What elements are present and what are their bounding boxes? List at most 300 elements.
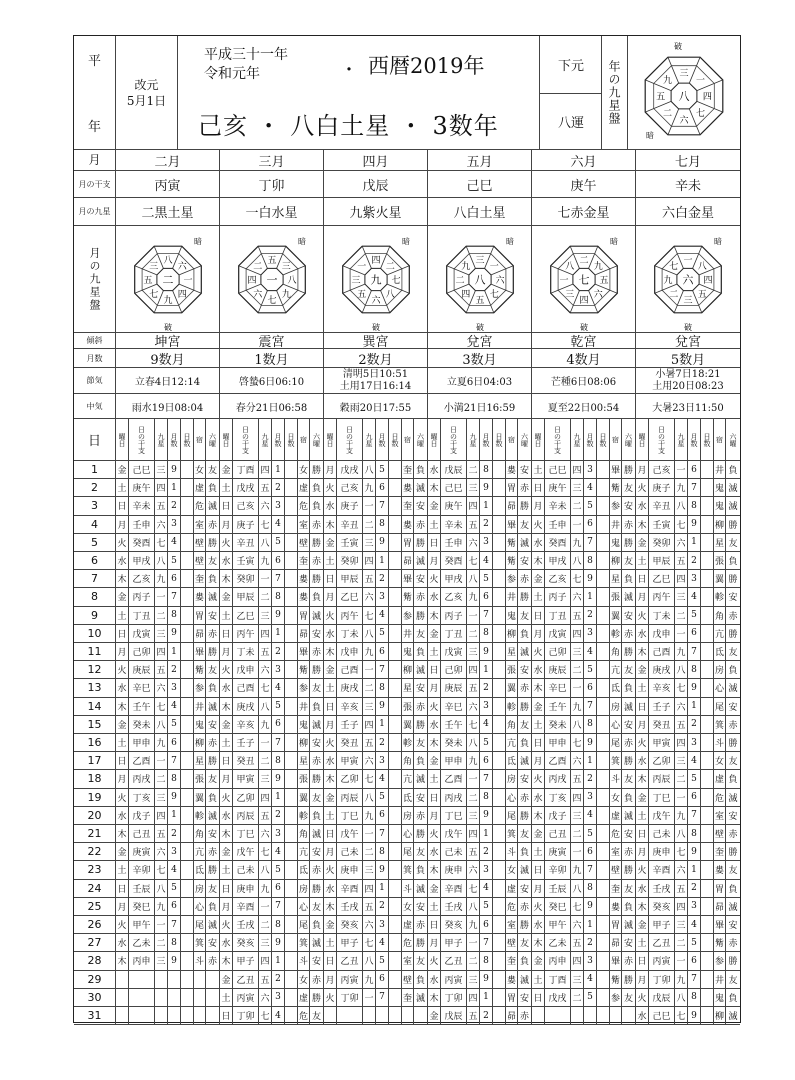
day-cell: 負	[414, 971, 428, 989]
day-cell: 己巳	[649, 1007, 675, 1025]
day-cell	[389, 880, 402, 898]
day-cell: 負	[206, 570, 220, 588]
day-cell: 庚午	[129, 479, 155, 497]
day-cell: 安	[622, 934, 636, 952]
day-cell: 6	[168, 570, 181, 588]
day-cell	[181, 461, 194, 479]
day-cell: 婁	[506, 971, 518, 989]
day-cell: 虚	[194, 479, 206, 497]
day-cell: 勝	[622, 643, 636, 661]
month-board-2	[220, 226, 324, 333]
day-cell: 張	[506, 661, 518, 679]
day-cell: 友	[726, 643, 740, 661]
board-cell-number: 三	[683, 295, 693, 306]
row-label-kanshi: 月の干支	[74, 171, 116, 198]
day-cell: 木	[428, 734, 441, 752]
day-cell	[194, 971, 206, 989]
day-cell: 五	[363, 570, 376, 588]
day-cell: 女	[298, 461, 310, 479]
day-cell: 虚	[402, 916, 414, 934]
year-board-cell	[628, 36, 740, 150]
day-cell: 壁	[714, 825, 726, 843]
day-cell: 二	[571, 825, 584, 843]
day-cell: 觜	[194, 661, 206, 679]
day-cell: 8	[480, 461, 493, 479]
day-cell: 土	[116, 607, 129, 625]
day-cell: 月	[636, 461, 649, 479]
day-subheader: 宿	[402, 419, 414, 461]
western-year: 西暦2019年	[368, 54, 485, 78]
day-cell: 4	[272, 843, 285, 861]
day-cell: 八	[363, 625, 376, 643]
month-number-5	[532, 349, 636, 368]
day-cell: 庚子	[649, 479, 675, 497]
day-cell: 滅	[622, 698, 636, 716]
day-cell: 9	[376, 698, 389, 716]
board-center-number: 七	[578, 273, 590, 286]
day-cell: 日	[532, 479, 545, 497]
day-cell: 7	[584, 698, 597, 716]
day-cell: 危	[402, 934, 414, 952]
day-cell: 張	[402, 698, 414, 716]
day-cell: 火	[324, 479, 337, 497]
day-cell: 9	[584, 734, 597, 752]
day-cell: 赤	[518, 1007, 532, 1025]
day-cell: 甲午	[545, 916, 571, 934]
month-chuki-text: 春分21日06:58	[235, 402, 308, 414]
day-cell: 木	[116, 825, 129, 843]
month-nine-star-board	[324, 226, 427, 333]
era-label-bottom: 年	[87, 120, 101, 135]
day-cell: 金	[324, 534, 337, 552]
day-cell: 6	[480, 752, 493, 770]
day-cell	[181, 734, 194, 752]
day-cell: 甲子	[441, 934, 467, 952]
day-cell: 6	[168, 898, 181, 916]
day-cell	[181, 770, 194, 788]
day-cell: 9	[688, 679, 701, 697]
day-cell	[493, 552, 506, 570]
day-cell: 火	[324, 861, 337, 879]
day-cell: 五	[467, 516, 480, 534]
month-chuki-text: 雨水19日08:04	[131, 402, 204, 414]
day-cell: 勝	[310, 661, 324, 679]
day-cell: 9	[272, 934, 285, 952]
day-cell	[389, 534, 402, 552]
day-cell: 6	[688, 952, 701, 970]
board-cell-number: 三	[149, 261, 159, 272]
day-cell: 八	[259, 534, 272, 552]
day-cell: 勝	[414, 716, 428, 734]
day-cell: 4	[168, 861, 181, 879]
day-cell: 勝	[726, 570, 740, 588]
day-cell: 尾	[298, 916, 310, 934]
month-month-text: 三月	[258, 154, 285, 170]
day-cell: 安	[206, 716, 220, 734]
month-setsu-text: 立春4日12:14	[134, 377, 201, 388]
day-cell: 二	[675, 770, 688, 788]
day-cell: 四	[259, 952, 272, 970]
day-cell: 2	[584, 934, 597, 952]
day-cell	[597, 898, 610, 916]
day-cell: 水	[636, 1007, 649, 1025]
day-cell: 辛酉	[233, 898, 259, 916]
day-cell	[597, 679, 610, 697]
day-cell: 丁丑	[441, 625, 467, 643]
day-number: 31	[74, 1007, 116, 1025]
day-cell: 負	[726, 661, 740, 679]
day-cell: 六	[675, 698, 688, 716]
day-cell: 五	[363, 898, 376, 916]
day-cell: 木	[428, 989, 441, 1007]
day-cell	[701, 898, 714, 916]
title-dot: ・	[340, 60, 358, 81]
day-cell: 三	[363, 698, 376, 716]
day-cell: 水	[324, 625, 337, 643]
day-cell: 6	[168, 734, 181, 752]
month-month-2	[220, 150, 324, 171]
day-cell: 勝	[310, 534, 324, 552]
day-cell: 赤	[518, 479, 532, 497]
day-cell: 斗	[610, 770, 622, 788]
day-cell: 日	[428, 916, 441, 934]
day-cell: 友	[310, 898, 324, 916]
day-cell	[389, 898, 402, 916]
day-subheader: 六曜	[206, 419, 220, 461]
day-cell	[285, 734, 298, 752]
day-cell	[701, 916, 714, 934]
day-cell	[285, 625, 298, 643]
day-cell: 金	[220, 843, 233, 861]
day-cell: 丁丑	[129, 607, 155, 625]
day-cell: 室	[298, 516, 310, 534]
day-cell: 壬戌	[337, 898, 363, 916]
day-cell: 己未	[337, 843, 363, 861]
day-cell: 三	[155, 461, 168, 479]
day-cell: 金	[324, 789, 337, 807]
day-cell: 室	[714, 807, 726, 825]
board-mark: 暗	[298, 236, 306, 246]
day-cell: 安	[518, 461, 532, 479]
day-cell: 觜	[298, 661, 310, 679]
day-cell: 癸酉	[441, 552, 467, 570]
day-cell: 友	[726, 861, 740, 879]
day-cell: 丙午	[233, 625, 259, 643]
month-setsu-text: 小暑7日18:21	[655, 368, 721, 380]
day-cell: 3	[584, 789, 597, 807]
day-cell: 戊子	[545, 807, 571, 825]
day-cell	[363, 1007, 376, 1025]
board-center-number: 六	[682, 273, 694, 286]
day-cell: 5	[688, 934, 701, 952]
day-subheader: 日数	[285, 419, 298, 461]
day-cell: 四	[155, 479, 168, 497]
day-cell	[285, 989, 298, 1007]
day-cell	[181, 1007, 194, 1025]
day-cell: 木	[220, 698, 233, 716]
day-cell: 1	[376, 880, 389, 898]
month-incline-2	[220, 333, 324, 349]
day-cell: 友	[518, 516, 532, 534]
day-cell: 昴	[506, 1007, 518, 1025]
day-cell: 昴	[714, 898, 726, 916]
month-doyo-text: 土用17日16:14	[339, 380, 412, 392]
day-cell	[285, 661, 298, 679]
day-cell: 友	[310, 789, 324, 807]
day-cell: 壬戌	[441, 898, 467, 916]
day-cell	[597, 588, 610, 606]
day-cell: 月	[532, 752, 545, 770]
day-cell: 9	[168, 789, 181, 807]
day-cell: 己卯	[441, 661, 467, 679]
month-setsu-text: 芒種6日08:06	[550, 377, 617, 388]
day-cell	[285, 825, 298, 843]
day-cell: 壁	[194, 534, 206, 552]
day-cell: 氐	[610, 679, 622, 697]
day-cell	[493, 861, 506, 879]
day-cell	[181, 588, 194, 606]
day-cell: 3	[688, 570, 701, 588]
day-cell	[597, 461, 610, 479]
day-cell: 九	[259, 716, 272, 734]
day-cell: 滅	[414, 661, 428, 679]
day-cell: 4	[688, 588, 701, 606]
day-cell	[285, 679, 298, 697]
day-subheader: 月数	[584, 419, 597, 461]
day-cell: 月	[428, 934, 441, 952]
day-cell: 火	[116, 916, 129, 934]
month-kanshi-text: 丁卯	[258, 178, 285, 194]
day-cell: 土	[636, 679, 649, 697]
board-cell-number: 二	[669, 289, 679, 300]
day-subheader: 九星	[675, 419, 688, 461]
day-cell: 二	[571, 661, 584, 679]
day-cell: 辛丑	[337, 516, 363, 534]
day-cell: 安	[206, 825, 220, 843]
day-cell: 六	[675, 861, 688, 879]
day-cell	[181, 789, 194, 807]
board-cell-number: 九	[663, 275, 673, 286]
day-cell: 庚辰	[129, 661, 155, 679]
day-cell: 軫	[298, 807, 310, 825]
day-cell	[493, 734, 506, 752]
day-cell: 火	[116, 534, 129, 552]
day-cell: 星	[610, 570, 622, 588]
day-cell: 水	[532, 661, 545, 679]
day-cell	[597, 843, 610, 861]
day-cell	[545, 1007, 571, 1025]
day-cell: 友	[622, 552, 636, 570]
day-cell: 畢	[506, 516, 518, 534]
day-cell: 四	[467, 825, 480, 843]
day-cell: 5	[272, 698, 285, 716]
day-cell: 2	[376, 570, 389, 588]
day-cell: 胃	[506, 479, 518, 497]
day-subheader: 月数	[272, 419, 285, 461]
day-subheader: 月数	[168, 419, 181, 461]
day-cell: 金	[532, 952, 545, 970]
day-cell: 婁	[714, 861, 726, 879]
day-number: 21	[74, 825, 116, 843]
day-cell: 二	[467, 789, 480, 807]
day-cell: 友	[622, 479, 636, 497]
board-center-number: 八	[474, 273, 486, 286]
day-cell: 負	[518, 625, 532, 643]
month-star-text: 一白水星	[245, 206, 298, 221]
day-cell: 一	[675, 952, 688, 970]
day-cell: 亢	[714, 625, 726, 643]
day-cell: 火	[532, 898, 545, 916]
day-number: 17	[74, 752, 116, 770]
day-cell: 水	[220, 552, 233, 570]
day-cell: 負	[206, 789, 220, 807]
day-cell: 9	[688, 843, 701, 861]
month-month-text: 二月	[154, 154, 181, 170]
day-cell	[285, 588, 298, 606]
board-cell-number: 一	[489, 261, 499, 272]
day-cell: 乙酉	[441, 770, 467, 788]
day-cell: 癸丑	[233, 752, 259, 770]
day-cell: 觜	[402, 588, 414, 606]
day-cell	[389, 698, 402, 716]
board-center-number: 二	[162, 273, 174, 286]
day-cell: 安	[414, 898, 428, 916]
day-cell	[493, 916, 506, 934]
day-cell: 金	[532, 825, 545, 843]
day-cell: 昴	[298, 625, 310, 643]
day-cell: 四	[467, 661, 480, 679]
day-cell: 負	[206, 898, 220, 916]
board-cell-number: 五	[656, 92, 666, 103]
day-cell: 丙寅	[337, 971, 363, 989]
day-cell: 心	[402, 825, 414, 843]
day-cell: 九	[467, 588, 480, 606]
day-cell: 丁卯	[337, 989, 363, 1007]
day-cell: 胃	[610, 916, 622, 934]
day-cell: 7	[376, 661, 389, 679]
day-cell: 六	[259, 825, 272, 843]
day-cell: 九	[467, 916, 480, 934]
day-cell: 安	[310, 734, 324, 752]
day-cell: 6	[584, 516, 597, 534]
day-cell: 危	[298, 1007, 310, 1025]
day-cell: 一	[571, 843, 584, 861]
day-cell: 5	[480, 570, 493, 588]
month-month-4	[428, 150, 532, 171]
day-cell	[493, 661, 506, 679]
day-cell: 鬼	[194, 716, 206, 734]
day-cell: 庚戌	[649, 661, 675, 679]
day-number: 11	[74, 643, 116, 661]
day-cell: 6	[272, 880, 285, 898]
day-cell: 1	[584, 588, 597, 606]
day-cell: 安	[518, 880, 532, 898]
day-cell: 8	[272, 588, 285, 606]
day-cell: 火	[428, 825, 441, 843]
day-cell: 土	[220, 607, 233, 625]
month-star-2	[220, 198, 324, 226]
day-cell: 辛卯	[545, 861, 571, 879]
day-cell: 滅	[726, 497, 740, 515]
row-label-incline: 傾斜	[74, 333, 116, 349]
day-cell: 乙亥	[129, 570, 155, 588]
day-cell: 安	[726, 588, 740, 606]
day-cell: 負	[414, 861, 428, 879]
day-cell: 奎	[714, 843, 726, 861]
day-cell: 火	[220, 916, 233, 934]
board-cell-number: 五	[475, 295, 485, 306]
board-cell-number: 四	[371, 255, 381, 266]
month-nine-star-board	[532, 226, 635, 333]
day-cell: 丁未	[233, 643, 259, 661]
day-subheader: 宿	[298, 419, 310, 461]
day-cell: 八	[675, 497, 688, 515]
day-cell: 滅	[518, 643, 532, 661]
day-cell: 8	[376, 516, 389, 534]
day-cell: 水	[116, 934, 129, 952]
day-cell: 壬子	[233, 734, 259, 752]
day-cell: 丁卯	[649, 971, 675, 989]
day-cell: 張	[298, 770, 310, 788]
day-subheader: 日の干支	[233, 419, 259, 461]
day-cell: 五	[571, 934, 584, 952]
day-cell: 五	[155, 497, 168, 515]
month-setsu-text: 立夏6日04:03	[446, 377, 513, 388]
board-cell-number: 五	[267, 255, 277, 266]
day-cell: 1	[688, 698, 701, 716]
day-cell: 四	[675, 734, 688, 752]
day-cell: 負	[310, 807, 324, 825]
day-cell: 八	[363, 789, 376, 807]
board-cell-number: 七	[391, 275, 401, 286]
day-cell: 3	[168, 679, 181, 697]
day-cell: 勝	[622, 534, 636, 552]
day-cell: 火	[532, 516, 545, 534]
day-cell	[285, 1007, 298, 1025]
day-cell	[389, 752, 402, 770]
day-cell: 参	[402, 607, 414, 625]
day-cell: 丁卯	[233, 1007, 259, 1025]
day-cell	[493, 971, 506, 989]
board-cell-number: 六	[495, 275, 505, 286]
month-number-4	[428, 349, 532, 368]
day-cell: 虚	[298, 479, 310, 497]
day-cell: 戊子	[129, 807, 155, 825]
month-star-6	[636, 198, 740, 226]
day-cell: 水	[428, 716, 441, 734]
month-number-text: 3数月	[462, 352, 497, 368]
day-cell: 星	[402, 679, 414, 697]
day-cell: 3	[584, 461, 597, 479]
month-kanshi-3	[324, 171, 428, 198]
day-cell: 五	[467, 843, 480, 861]
day-cell: 九	[675, 643, 688, 661]
day-cell: 星	[714, 534, 726, 552]
day-cell: 庚辰	[545, 661, 571, 679]
board-cell-number: 二	[253, 261, 263, 272]
day-cell	[389, 843, 402, 861]
day-cell: 辛亥	[233, 716, 259, 734]
day-cell	[285, 770, 298, 788]
day-cell: 畢	[402, 570, 414, 588]
day-cell: 七	[571, 898, 584, 916]
month-star-text: 二黒土星	[141, 206, 194, 221]
day-cell: 己未	[441, 843, 467, 861]
day-cell: 二	[571, 989, 584, 1007]
day-cell: 安	[622, 497, 636, 515]
day-cell	[194, 989, 206, 1007]
day-cell: 金	[428, 625, 441, 643]
